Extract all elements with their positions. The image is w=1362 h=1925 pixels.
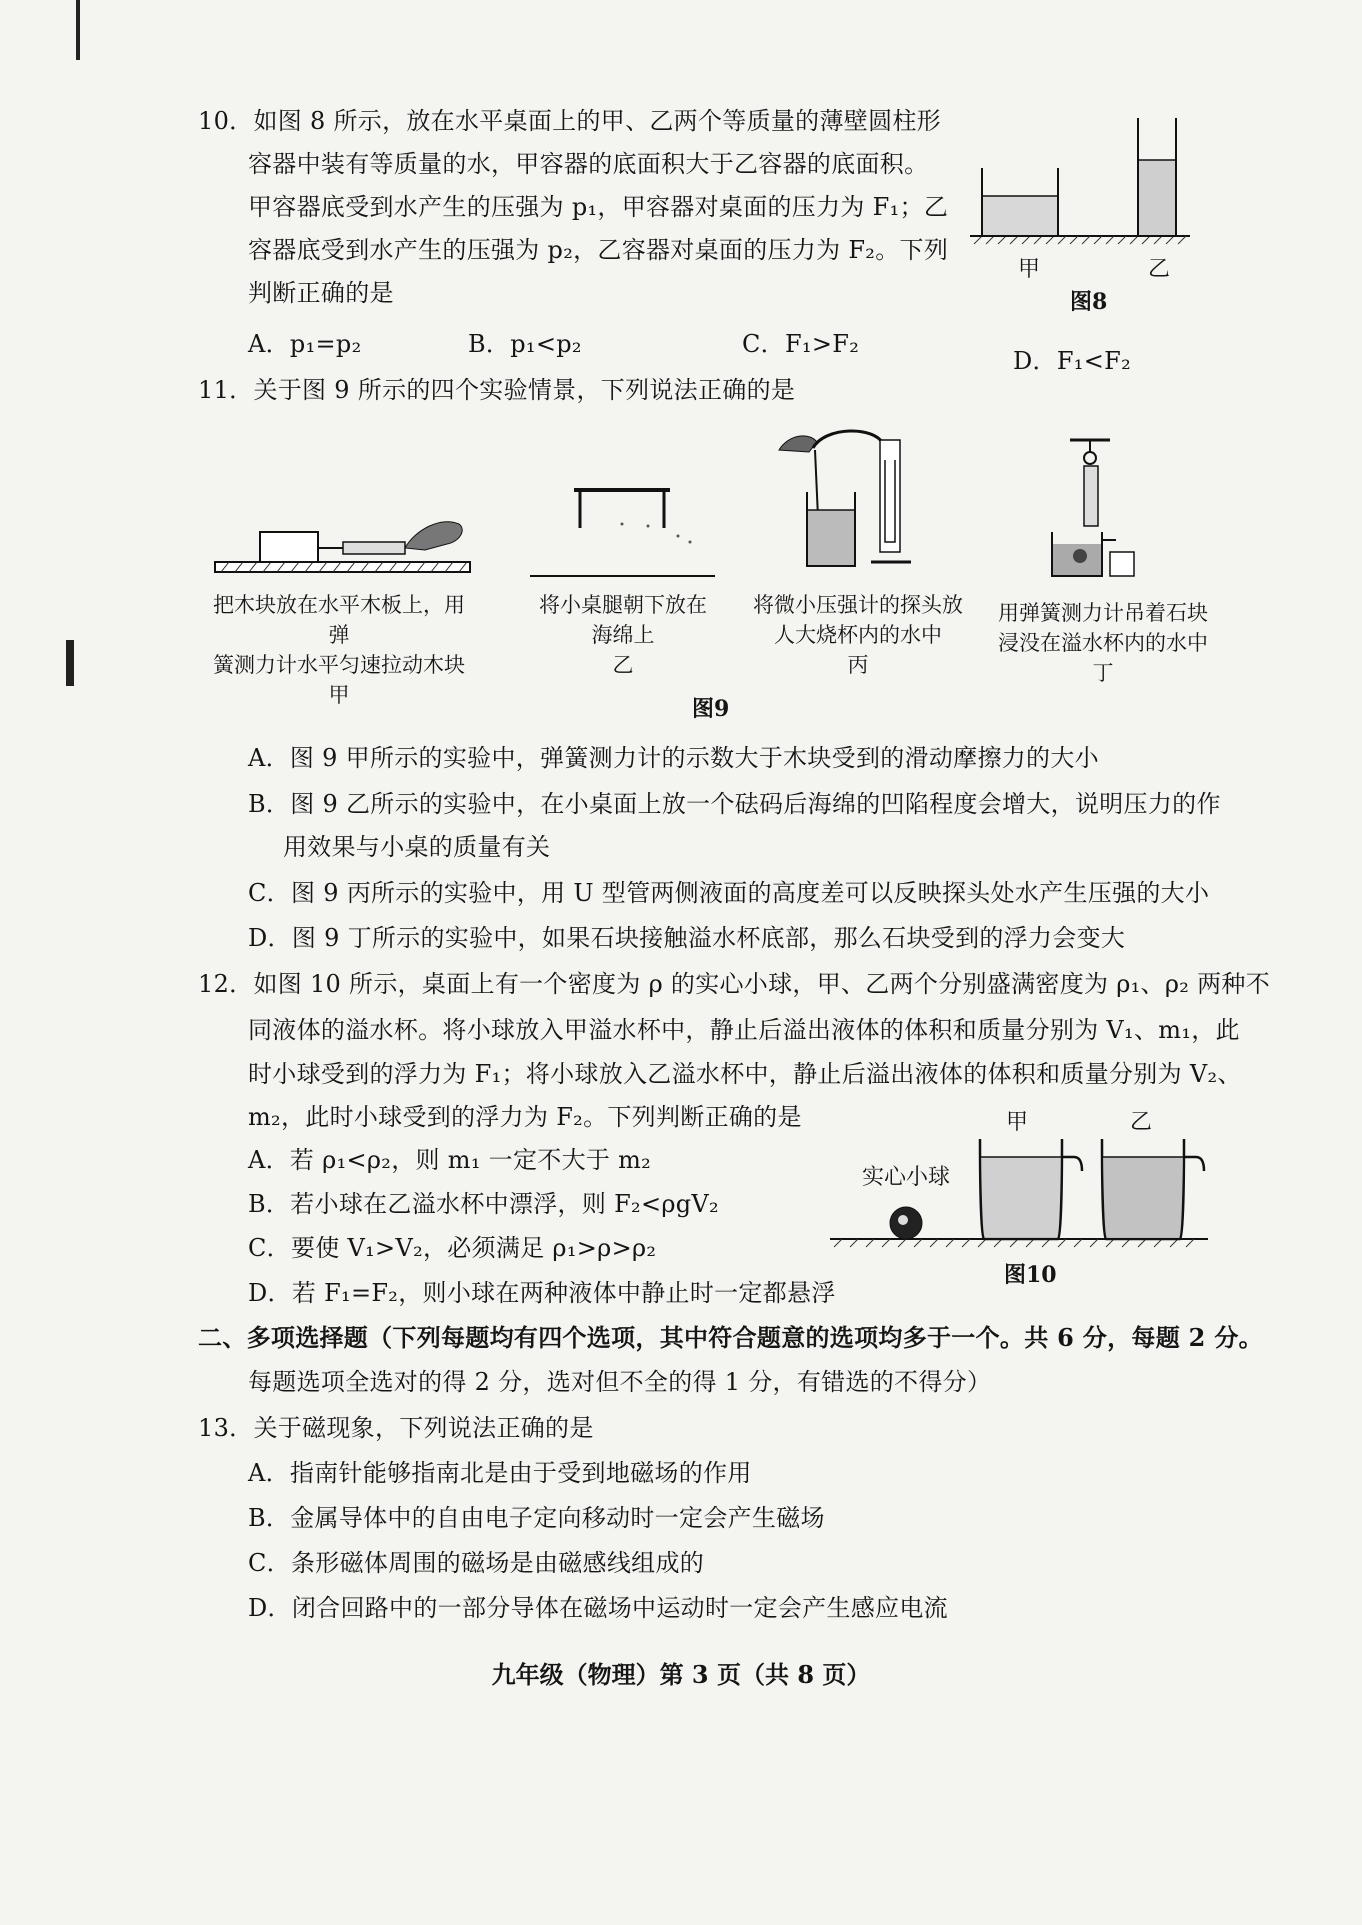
panel-b-line: 将小桌腿朝下放在 [539,593,707,617]
q10-option-c: C．F₁>F₂ [742,330,860,358]
figure-10-caption: 图10 [1004,1262,1057,1288]
q10-line: 容器中装有等质量的水，甲容器的底面积大于乙容器的底面积。 [248,150,929,178]
q13-option-b: B．金属导体中的自由电子定向移动时一定会产生磁场 [248,1504,825,1532]
panel-a-tag: 甲 [328,683,350,707]
q11-option-b: B．图 9 乙所示的实验中，在小桌面上放一个砝码后海绵的凹陷程度会增大，说明压力的作 [248,790,1221,818]
figure-10-ball-label: 实心小球 [862,1165,951,1190]
q12-option-c: C．要使 V₁>V₂，必须满足 ρ₁>ρ>ρ₂ [248,1234,657,1262]
binding-mark [66,640,74,686]
figure-10-label-a: 甲 [1006,1110,1029,1135]
q10-option-a: A．p₁=p₂ [248,330,362,358]
q12-option-a: A．若 ρ₁<ρ₂，则 m₁ 一定不大于 m₂ [248,1146,652,1174]
panel-d-line: 用弹簧测力计吊着石块 [998,601,1208,625]
figure-10-drawing [830,1135,1210,1255]
panel-d-tag: 丁 [1092,661,1114,685]
q10-option-d: D．F₁<F₂ [1013,347,1131,375]
q11-option-a: A．图 9 甲所示的实验中，弹簧测力计的示数大于木块受到的滑动摩擦力的大小 [248,744,1099,772]
q12-option-d: D．若 F₁=F₂，则小球在两种液体中静止时一定都悬浮 [248,1279,836,1307]
section-2-note: 每题选项全选对的得 2 分，选对但不全的得 1 分，有错选的不得分） [248,1368,992,1396]
figure-9-panel-d-drawing [1040,440,1160,580]
q11-option-b-cont: 用效果与小桌的质量有关 [283,833,551,861]
figure-8-caption: 图8 [1070,289,1108,315]
q12-line: 同液体的溢水杯。将小球放入甲溢水杯中，静止后溢出液体的体积和质量分别为 V₁、m₁，此 [248,1016,1240,1044]
q10-line: 容器底受到水产生的压强为 p₂，乙容器对桌面的压力为 F₂。下列 [248,236,949,264]
panel-c-tag: 丙 [847,653,869,677]
q10-line: 判断正确的是 [248,279,394,307]
q10-line: 甲容器底受到水产生的压强为 p₁，甲容器对桌面的压力为 F₁；乙 [248,193,949,221]
figure-8-label-right: 乙 [1148,257,1171,282]
figure-9-panel-d-caption [985,598,1221,688]
q11-option-c: C．图 9 丙所示的实验中，用 U 型管两侧液面的高度差可以反映探头处水产生压强的大小 [248,879,1210,907]
panel-c-line: 人大烧杯内的水中 [774,623,942,647]
panel-c-line: 将微小压强计的探头放 [753,593,963,617]
figure-9-panel-a-drawing [215,510,475,580]
q13-option-d: D．闭合回路中的一部分导体在磁场中运动时一定会产生感应电流 [248,1594,948,1622]
q11-option-d: D．图 9 丁所示的实验中，如果石块接触溢水杯底部，那么石块受到的浮力会变大 [248,924,1126,952]
figure-9-panel-b-caption [528,590,718,680]
q10-option-b: B．p₁<p₂ [468,330,582,358]
panel-b-tag: 乙 [612,653,634,677]
figure-9-panel-c-drawing [775,430,935,580]
q12-line: 12．如图 10 所示，桌面上有一个密度为 ρ 的实心小球，甲、乙两个分别盛满密度为 ρ₁、ρ₂ 两种不 [198,970,1271,998]
panel-a-line: 簧测力计水平匀速拉动木块 [213,653,465,677]
figure-9-panel-a-caption [204,590,474,710]
figure-9-panel-c-caption [740,590,976,680]
panel-b-line: 海绵上 [591,623,655,647]
q12-option-b: B．若小球在乙溢水杯中漂浮，则 F₂<ρgV₂ [248,1190,719,1218]
q10-line: 10．如图 8 所示，放在水平桌面上的甲、乙两个等质量的薄壁圆柱形 [198,107,941,135]
binding-mark [76,0,80,60]
q12-line: m₂，此时小球受到的浮力为 F₂。下列判断正确的是 [248,1103,802,1131]
q11-stem: 11．关于图 9 所示的四个实验情景，下列说法正确的是 [198,376,796,404]
q13-option-a: A．指南针能够指南北是由于受到地磁场的作用 [248,1459,752,1487]
figure-9-panel-b-drawing [530,480,720,580]
q13-option-c: C．条形磁体周围的磁场是由磁感线组成的 [248,1549,705,1577]
panel-a-line: 把木块放在水平木板上，用弹 [213,593,465,647]
panel-d-line: 浸没在溢水杯内的水中 [998,631,1208,655]
q13-stem: 13．关于磁现象，下列说法正确的是 [198,1414,594,1442]
q12-line: 时小球受到的浮力为 F₁；将小球放入乙溢水杯中，静止后溢出液体的体积和质量分别为 V₂、 [248,1060,1242,1088]
figure-9-caption: 图9 [692,696,730,722]
page-footer: 九年级（物理）第 3 页（共 8 页） [491,1660,871,1689]
figure-10-label-b: 乙 [1130,1110,1153,1135]
section-2-heading: 二、多项选择题（下列每题均有四个选项，其中符合题意的选项均多于一个。共 6 分，每题 2 分。 [198,1323,1263,1352]
figure-8-containers [970,118,1200,248]
figure-8-label-left: 甲 [1018,257,1041,282]
